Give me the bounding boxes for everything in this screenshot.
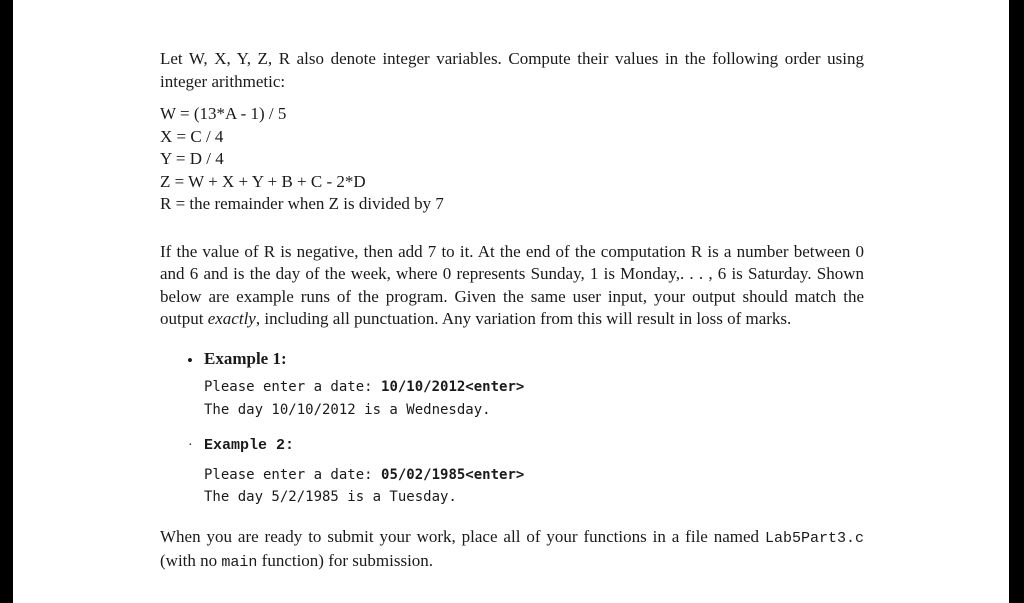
prompt-text: Please enter a date: <box>204 466 382 483</box>
example-1 <box>160 348 864 422</box>
document-content <box>160 48 864 575</box>
formula-y: Y = D / 4 <box>160 149 224 168</box>
submission-text-mid: (with no <box>160 551 222 570</box>
user-input: 10/10/2012<enter> <box>381 379 525 395</box>
output-text: The day 10/10/2012 is a Wednesday. <box>204 401 491 418</box>
intro-paragraph: Let W, X, Y, Z, R also denote integer variables. Compute their values in the following order using integer arithmetic: <box>160 49 864 91</box>
instructions-text: If the value of R is negative, then add 7 to it. At the end of the computation R is a number between 0 and 6 and is the day of the week, where 0 represents Sunday, 1 is Monday,. . . , 6 is Saturday. Shown below are example runs of the program. Given the same user input, your output should match the output <box>160 241 864 328</box>
submission-text-end: function) for submission. <box>257 551 434 570</box>
user-input: 05/02/1985<enter> <box>381 466 525 483</box>
submission-text: When you are ready to submit your work, place all of your functions in a file named <box>160 526 765 546</box>
main-keyword-code: main <box>221 554 258 571</box>
bullet-icon: · <box>188 438 193 453</box>
example-code <box>204 376 864 421</box>
instructions-paragraph <box>160 241 864 331</box>
document-page <box>13 0 1009 603</box>
instructions-text-end: , including all punctuation. Any variation from this will result in loss of marks. <box>255 309 792 328</box>
formula-list <box>160 103 864 216</box>
prompt-text: Please enter a date: <box>204 379 382 395</box>
filename-code: Lab5Part3.c <box>764 529 864 547</box>
example-title: Example 2: <box>204 437 295 454</box>
formula-w: W = (13*A - 1) / 5 <box>160 104 287 123</box>
output-text: The day 5/2/1985 is a Tuesday. <box>204 489 457 505</box>
submission-paragraph <box>160 526 864 575</box>
example-code <box>204 464 864 509</box>
formula-x: X = C / 4 <box>160 126 224 146</box>
emphasis-exactly: exactly <box>207 309 256 328</box>
example-title: Example 1: <box>204 348 287 368</box>
examples-list <box>160 348 864 509</box>
formula-r: R = the remainder when Z is divided by 7 <box>160 194 444 213</box>
example-2 <box>160 435 864 509</box>
formula-z: Z = W + X + Y + B + C - 2*D <box>160 171 366 191</box>
bullet-icon: • <box>187 350 193 370</box>
